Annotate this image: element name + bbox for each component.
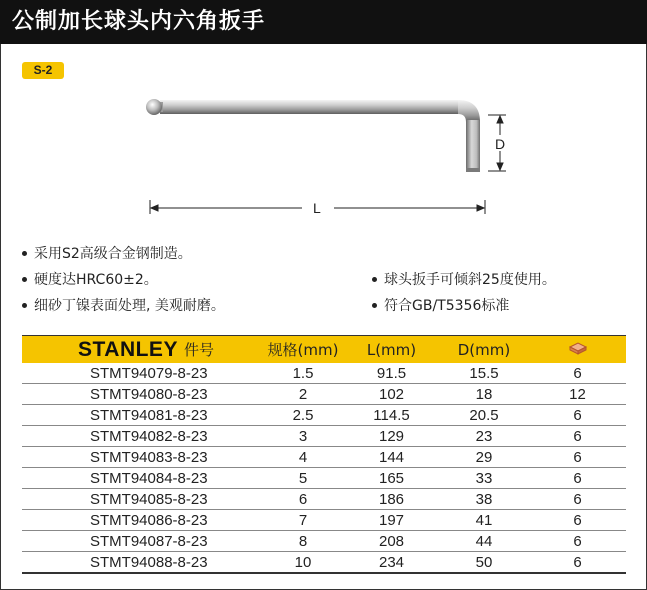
- pack-quantity: 6: [529, 447, 626, 468]
- size-value: 4: [262, 447, 344, 468]
- size-value: 1.5: [262, 363, 344, 384]
- page-title: 公制加长球头内六角扳手: [12, 9, 266, 34]
- depth-value: 38: [439, 489, 529, 510]
- part-number: STMT94085-8-23: [22, 489, 262, 510]
- depth-header: D(mm): [457, 340, 511, 359]
- part-number: STMT94088-8-23: [22, 552, 262, 574]
- table-row: [22, 468, 626, 489]
- length-value: 197: [344, 510, 439, 531]
- wrench-long-arm: [146, 99, 460, 115]
- feature-item: 硬度达HRC60±2。: [22, 270, 158, 290]
- feature-item: 采用S2高级合金钢制造。: [22, 244, 192, 264]
- depth-value: 29: [439, 447, 529, 468]
- wrench-bend: [458, 100, 480, 122]
- size-value: 6: [262, 489, 344, 510]
- size-value: 10: [262, 552, 344, 574]
- size-value: 7: [262, 510, 344, 531]
- feature-item: 球头扳手可倾斜25度使用。: [372, 270, 556, 290]
- part-number: STMT94084-8-23: [22, 468, 262, 489]
- bullet-icon: [372, 277, 377, 282]
- length-value: 165: [344, 468, 439, 489]
- dimension-d-label: D: [495, 136, 506, 152]
- size-header: 规格(mm): [267, 341, 339, 359]
- depth-value: 41: [439, 510, 529, 531]
- part-number: STMT94079-8-23: [22, 363, 262, 384]
- length-value: 91.5: [344, 363, 439, 384]
- size-value: 2.5: [262, 405, 344, 426]
- bullet-icon: [22, 303, 27, 308]
- wrench-drawing: [0, 80, 647, 230]
- table-row: [22, 384, 626, 405]
- size-value: 2: [262, 384, 344, 405]
- box-icon: [568, 341, 588, 359]
- table-row: [22, 489, 626, 510]
- table-row: [22, 363, 626, 384]
- length-header: L(mm): [366, 340, 417, 359]
- length-value: 234: [344, 552, 439, 574]
- size-value: 3: [262, 426, 344, 447]
- size-value: 8: [262, 531, 344, 552]
- depth-value: 20.5: [439, 405, 529, 426]
- pack-quantity: 6: [529, 468, 626, 489]
- feature-item: 细砂丁镍表面处理, 美观耐磨。: [22, 296, 225, 316]
- length-value: 102: [344, 384, 439, 405]
- table-row: [22, 426, 626, 447]
- depth-value: 15.5: [439, 363, 529, 384]
- table-row: [22, 531, 626, 552]
- depth-value: 18: [439, 384, 529, 405]
- bullet-icon: [372, 303, 377, 308]
- dimension-l-label: L: [313, 200, 321, 216]
- title-bar: [0, 0, 647, 44]
- length-value: 114.5: [344, 405, 439, 426]
- depth-value: 50: [439, 552, 529, 574]
- table-row: [22, 405, 626, 426]
- pack-quantity: 6: [529, 531, 626, 552]
- spec-table: [22, 336, 626, 574]
- pack-quantity: 6: [529, 363, 626, 384]
- length-value: 208: [344, 531, 439, 552]
- table-row: [22, 552, 626, 574]
- table-row: [22, 510, 626, 531]
- pack-quantity: 6: [529, 489, 626, 510]
- table-header-row: [22, 336, 626, 363]
- part-number: STMT94082-8-23: [22, 426, 262, 447]
- wrench-short-arm: [466, 120, 480, 170]
- table-row: [22, 447, 626, 468]
- depth-value: 23: [439, 426, 529, 447]
- length-value: 129: [344, 426, 439, 447]
- size-value: 5: [262, 468, 344, 489]
- depth-value: 44: [439, 531, 529, 552]
- pack-quantity-header: [529, 336, 626, 363]
- part-number: STMT94081-8-23: [22, 405, 262, 426]
- pack-quantity: 6: [529, 426, 626, 447]
- bullet-icon: [22, 277, 27, 282]
- part-number: STMT94087-8-23: [22, 531, 262, 552]
- pack-quantity: 6: [529, 510, 626, 531]
- part-number: STMT94080-8-23: [22, 384, 262, 405]
- part-number-header: [22, 336, 262, 363]
- pack-quantity: 6: [529, 552, 626, 574]
- material-code-badge: S-2: [22, 62, 64, 79]
- bullet-icon: [22, 251, 27, 256]
- brand-logo: STANLEY: [78, 337, 178, 361]
- length-value: 144: [344, 447, 439, 468]
- length-value: 186: [344, 489, 439, 510]
- pack-quantity: 6: [529, 405, 626, 426]
- part-number: STMT94083-8-23: [22, 447, 262, 468]
- part-number: STMT94086-8-23: [22, 510, 262, 531]
- feature-item: 符合GB/T5356标准: [372, 296, 509, 316]
- depth-value: 33: [439, 468, 529, 489]
- part-number-label: 件号: [183, 341, 214, 359]
- pack-quantity: 12: [529, 384, 626, 405]
